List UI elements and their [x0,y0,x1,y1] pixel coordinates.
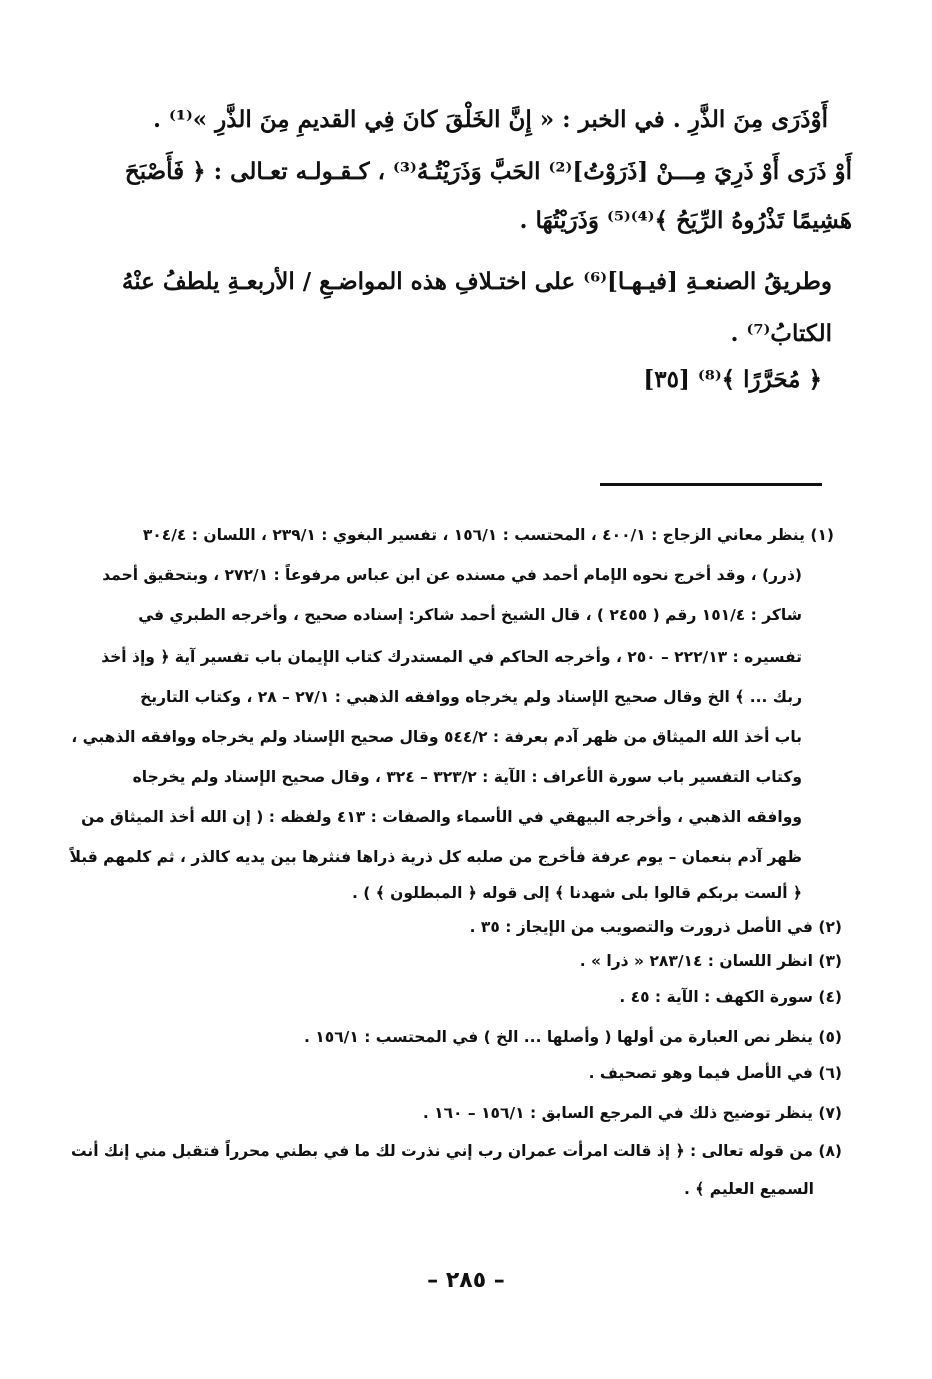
footnote-line: شاكر : ١٥١/٤ رقم ( ٢٤٥٥ ) ، قال الشيخ أحمد شاكر: إسناده صحيح ، وأخرجه الطبري في [138,606,802,624]
main-line-1: أَوْذَرَى مِنَ الذَّرِ . في الخبر : « إِنَّ الخَلْقَ كانَ فِي القديمِ مِنَ الذَّرِ »⁽¹⁾ . [152,106,828,133]
footnote-line: (٤) سورة الكهف : الآية : ٤٥ . [619,988,842,1006]
footnote-line: تفسيره : ٢٢٢/١٣ – ٢٥٠ ، وأخرجه الحاكم في المستدرك كتاب الإيمان باب تفسير آية ﴿ وإذ أخذ [101,648,802,666]
footnote-line: (ذرر) ، وقد أخرج نحوه الإمام أحمد في مسنده عن ابن عباس مرفوعاً : ٢٧٢/١ ، وبتحقيق أحمد [102,566,802,584]
main-line-6: ﴿ مُحَرَّرًا ﴾⁽⁸⁾ [٣٥] [643,366,822,393]
footnote-line: ﴿ ألست بربكم قالوا بلى شهدنا ﴾ إلى قوله ﴿ المبطلون ﴾ ) . [351,884,802,902]
main-line-5: الكتابُ⁽⁷⁾ . [730,320,832,347]
footnote-line: ربك ... ﴾ الخ وقال صحيح الإسناد ولم يخرجاه ووافقه الذهبي : ٢٧/١ – ٢٨ ، وكتاب التاريخ [140,688,802,706]
footnote-line: (٧) ينظر توضيح ذلك في المرجع السابق : ١٥٦/١ – ١٦٠ . [422,1104,842,1122]
footnote-line: (٨) من قوله تعالى : ﴿ إذ قالت امرأت عمران رب إني نذرت لك ما في بطني محرراً فتقبل مني إنك أنت [70,1142,842,1160]
footnote-line: باب أخذ الله الميثاق من ظهر آدم بعرفة : ٥٤٤/٢ وقال صحيح الإسناد ولم يخرجاه ووافقه الذهبي ، [71,728,802,746]
main-line-3: هَشِيمًا تَذْرُوهُ الرِّيَحُ ﴾⁽⁴⁾⁽⁵⁾ وَذَرَيْتُهَا . [519,207,852,234]
main-line-2: أَوْ ذَرَى أَوْ ذَرِيَ مِـــنْ [ذَرَوْتُ]⁽²⁾ الحَبَّ وَذَرَيْتُـهُ⁽³⁾ ، كـقـولـه تعـالى : ﴿ فَأَصْبَحَ [124,158,852,185]
footnote-separator [600,483,822,486]
footnote-line: ووافقه الذهبي ، وأخرجه البيهقي في الأسماء والصفات : ٤١٣ ولفظه : ( إن الله أخذ الميثاق من [81,808,802,826]
footnote-line: (٦) في الأصل فيما وهو تصحيف . [588,1064,842,1082]
main-line-4: وطريقُ الصنعـةِ [فيـهـا]⁽⁶⁾ على اختـلافِ هذه المواضـعِ / الأربعـةِ يلطفُ عنْهُ [121,268,832,295]
footnote-line: وكتاب التفسير باب سورة الأعراف : الآية : ٣٢٣/٢ – ٣٢٤ ، وقال صحيح الإسناد ولم يخرجاه [132,768,802,786]
footnote-line: (٣) انظر اللسان : ٢٨٣/١٤ « ذرا » . [579,952,842,970]
page-number: – ٢٨٥ – [427,1268,505,1293]
footnote-line: ظهر آدم بنعمان – يوم عرفة فأخرج من صلبه كل ذرية ذراها فنثرها بين يديه كالذر ، ثم كلمهم قبلاً [69,848,802,866]
footnote-line: (١) ينظر معاني الزجاج : ٤٠٠/١ ، المحتسب : ١٥٦/١ ، تفسير البغوي : ٢٣٩/١ ، اللسان : ٣٠٤/٤ [142,526,834,544]
footnote-line: (٥) ينظر نص العبارة من أولها ( وأصلها ... الخ ) في المحتسب : ١٥٦/١ . [303,1028,842,1046]
footnote-line: (٢) في الأصل ذرورت والتصويب من الإيجاز : ٣٥ . [469,918,842,936]
footnote-line: السميع العليم ﴾ . [683,1180,814,1198]
